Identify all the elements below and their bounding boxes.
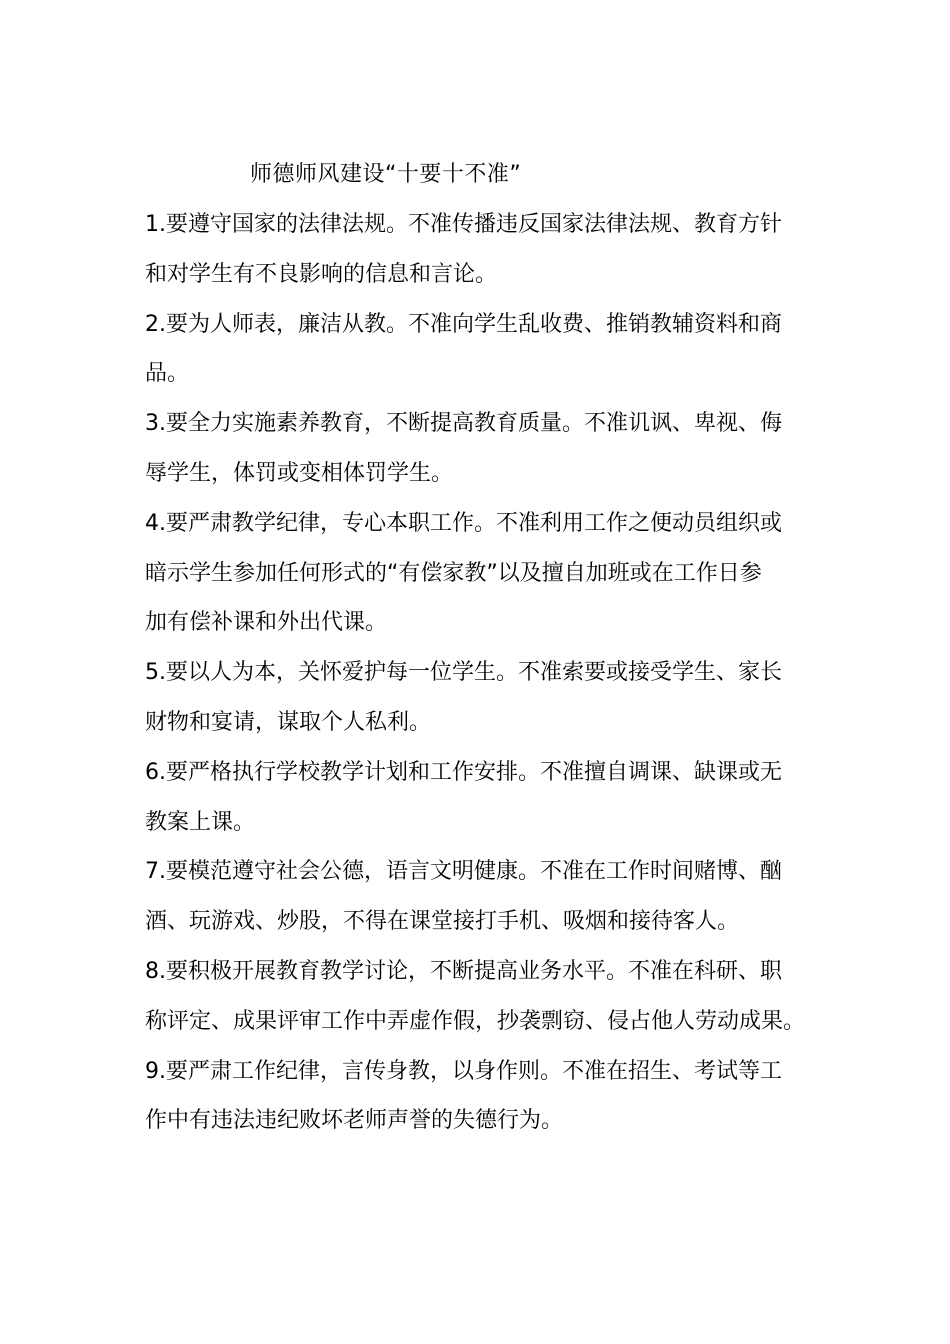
body-line: 财物和宴请，谋取个人私利。 <box>145 710 432 735</box>
body-line: 2.要为人师表，廉洁从教。不准向学生乱收费、推销教辅资料和商 <box>145 311 782 337</box>
body-line: 1.要遵守国家的法律法规。不准传播违反国家法律法规、教育方针 <box>145 212 782 237</box>
body-line: 4.要严肃教学纪律，专心本职工作。不准利用工作之便动员组织或 <box>145 510 782 536</box>
body-line: 称评定、成果评审工作中弄虚作假，抄袭剽窃、侵占他人劳动成果。 <box>145 1008 806 1034</box>
body-line: 加有偿补课和外出代课。 <box>145 610 388 636</box>
body-line: 6.要严格执行学校教学计划和工作安排。不准擅自调课、缺课或无 <box>145 759 782 785</box>
body-line: 9.要严肃工作纪律，言传身教，以身作则。不准在招生、考试等工 <box>145 1058 782 1084</box>
body-line: 酒、玩游戏、炒股，不得在课堂接打手机、吸烟和接待客人。 <box>145 909 740 935</box>
body-line: 暗示学生参加任何形式的“有偿家教”以及擅自加班或在工作日参 <box>145 560 762 586</box>
body-line: 和对学生有不良影响的信息和言论。 <box>145 261 498 287</box>
body-line: 5.要以人为本，关怀爱护每一位学生。不准索要或接受学生、家长 <box>145 660 782 686</box>
body-line: 辱学生，体罚或变相体罚学生。 <box>145 461 454 486</box>
body-line: 作中有违法违纪败坏老师声誉的失德行为。 <box>145 1108 564 1134</box>
document-title: 师德师风建设“十要十不准” <box>250 162 522 187</box>
body-line: 品。 <box>145 361 190 387</box>
body-line: 3.要全力实施素养教育，不断提高教育质量。不准讥讽、卑视、侮 <box>145 411 782 437</box>
body-line: 8.要积极开展教育教学讨论，不断提高业务水平。不准在科研、职 <box>145 959 782 984</box>
body-line: 7.要模范遵守社会公德，语言文明健康。不准在工作时间赌博、酗 <box>145 859 782 885</box>
body-line: 教案上课。 <box>145 809 256 835</box>
